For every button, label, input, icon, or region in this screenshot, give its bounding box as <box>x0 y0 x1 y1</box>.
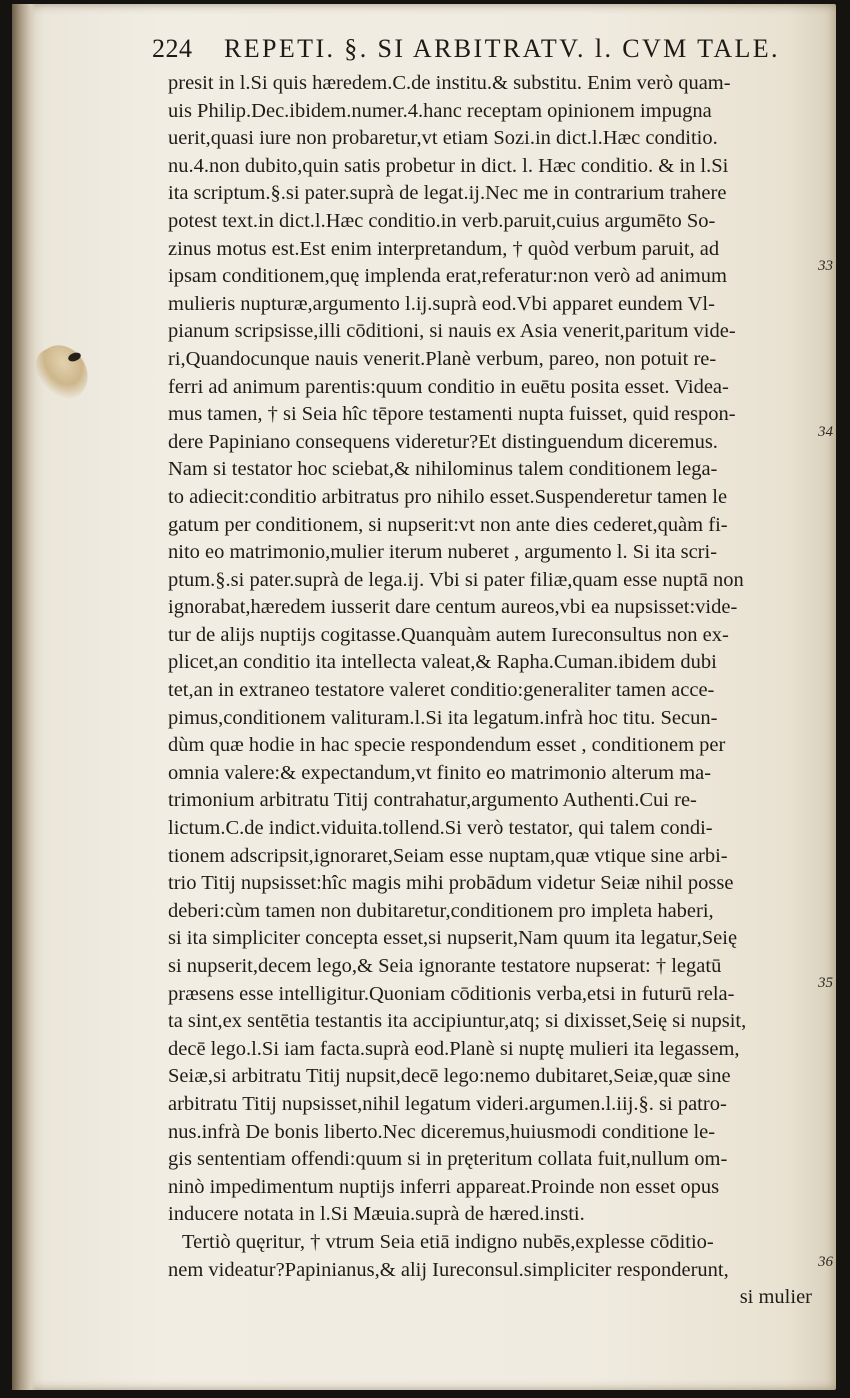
text-line: decē lego.l.Si iam facta.suprà eod.Planè si nuptę mulieri ita legassem, <box>168 1037 740 1060</box>
page-gutter <box>12 4 36 1390</box>
text-line: nus.infrà De bonis liberto.Nec diceremus,huiusmodi conditione le- <box>168 1120 716 1143</box>
text-line: gis sententiam offendi:quum si in pręteritum collata fuit,nullum om- <box>168 1148 728 1171</box>
text-line: præsens esse intelligitur.Quoniam cōditionis verba,etsi in futurū rela- <box>168 982 735 1005</box>
text-line: presit in l.Si quis hæredem.C.de institu.& substitu. Enim verò quam- <box>168 72 731 94</box>
margin-note: 36 <box>818 1254 833 1270</box>
page-number: 224 <box>152 34 193 63</box>
text-line: pimus,conditionem valituram.l.Si ita legatum.infrà hoc titu. Secun- <box>168 706 718 729</box>
text-line: ferri ad animum parentis:quum conditio in euētu posita esset. Videa- <box>168 375 729 398</box>
text-line: Seiæ,si arbitratu Titij nupsit,decē lego:nemo dubitaret,Seiæ,quæ sine <box>168 1065 731 1088</box>
text-line: tur de alijs nuptijs cogitasse.Quanquàm autem Iureconsultus non ex- <box>168 623 729 646</box>
text-line: Nam si testator hoc sciebat,& nihilominus talem conditionem lega- <box>168 458 718 481</box>
running-header <box>152 34 812 74</box>
text-line: nem videatur?Papinianus,& alij Iureconsul.simpliciter responderunt, <box>168 1258 729 1281</box>
text-line: ita scriptum.§.si pater.suprà de legat.ij.Nec me in contrarium trahere <box>168 182 727 205</box>
text-line: Tertiò quęritur, † vtrum Seia etiā indigno nubēs,explesse cōditio- <box>182 1230 714 1253</box>
margin-note: 34 <box>818 424 833 440</box>
text-line: plicet,an conditio ita intellecta valeat,& Rapha.Cuman.ibidem dubi <box>168 651 717 674</box>
text-line: uis Philip.Dec.ibidem.numer.4.hanc receptam opinionem impugna <box>168 99 712 122</box>
text-line: nito eo matrimonio,mulier iterum nuberet , argumento l. Si ita scri- <box>168 541 718 564</box>
text-line: deberi:cùm tamen non dubitaretur,conditionem pro impleta haberi, <box>168 899 714 922</box>
text-line: inducere notata in l.Si Mæuia.suprà de hæred.insti. <box>168 1203 585 1226</box>
margin-note: 35 <box>818 975 833 991</box>
text-line: potest text.in dict.l.Hæc conditio.in verb.paruit,cuius argumēto So- <box>168 209 716 232</box>
text-line: mulieris nupturæ,argumento l.ij.suprà eod.Vbi apparet eundem Vl- <box>168 292 715 315</box>
text-line: gatum per conditionem, si nupserit:vt non ante dies cederet,quàm fi- <box>168 513 728 536</box>
text-line: pianum scripsisse,illi cōditioni, si nauis ex Asia venerit,paritum vide- <box>168 320 736 343</box>
text-line: nu.4.non dubito,quin satis probetur in dict. l. Hæc conditio. & in l.Si <box>168 154 729 177</box>
text-line: zinus motus est.Est enim interpretandum, † quòd verbum paruit, ad <box>168 237 720 260</box>
text-line: trimonium arbitratu Titij contrahatur,argumento Authenti.Cui re- <box>168 789 697 812</box>
text-line: trio Titij nupsisset:hîc magis mihi probādum videtur Seiæ nihil posse <box>168 872 734 895</box>
text-line: ignorabat,hæredem iusserit dare centum aureos,vbi ea nupsisset:vide- <box>168 596 738 619</box>
text-line: tet,an in extraneo testatore valeret conditio:generaliter tamen acce- <box>168 679 715 702</box>
text-line: dere Papiniano consequens videretur?Et distinguendum diceremus. <box>168 430 718 453</box>
text-line: ri,Quandocunque nauis venerit.Planè verbum, pareo, non potuit re- <box>168 347 717 370</box>
body-text <box>168 70 818 1312</box>
text-line: to adiecit:conditio arbitratus pro nihilo esset.Suspenderetur tamen le <box>168 485 728 508</box>
text-line: arbitratu Titij nupsisset,nihil legatum videri.argumen.l.iij.§. si patro- <box>168 1092 727 1115</box>
running-title: REPETI. §. SI ARBITRATV. l. CVM TALE. <box>224 34 780 63</box>
text-line: ta sint,ex sentētia testantis ita accipiuntur,atq; si dixisset,Seię si nupsit, <box>168 1010 747 1033</box>
text-line: dùm quæ hodie in hac specie respondendum esset , conditionem per <box>168 734 726 757</box>
text-line: mus tamen, † si Seia hîc tēpore testamenti nupta fuisset, quid respon- <box>168 403 736 426</box>
text-line: tionem adscripsit,ignoraret,Seiam esse nuptam,quæ vtique sine arbi- <box>168 844 728 867</box>
text-line: si ita simpliciter concepta esset,si nupserit,Nam quum ita legatur,Seię <box>168 927 738 950</box>
paper-stain <box>30 336 97 407</box>
text-line: ptum.§.si pater.suprà de lega.ij. Vbi si pater filiæ,quam esse nuptā non <box>168 568 744 591</box>
margin-note: 33 <box>818 258 833 274</box>
text-line: ninò impedimentum nuptijs inferri appareat.Proinde non esset opus <box>168 1175 720 1198</box>
text-line: ipsam conditionem,quę implenda erat,referatur:non verò ad animum <box>168 265 728 288</box>
text-line: omnia valere:& expectandum,vt finito eo matrimonio alterum ma- <box>168 761 712 784</box>
text-line: uerit,quasi iure non probaretur,vt etiam Sozi.in dict.l.Hæc conditio. <box>168 127 718 150</box>
text-line: lictum.C.de indict.viduita.tollend.Si verò testator, qui talem condi- <box>168 817 713 840</box>
catchword-line: si mulier <box>739 1286 812 1309</box>
text-line: si nupserit,decem lego,& Seia ignorante testatore nupserat: † legatū <box>168 955 722 977</box>
